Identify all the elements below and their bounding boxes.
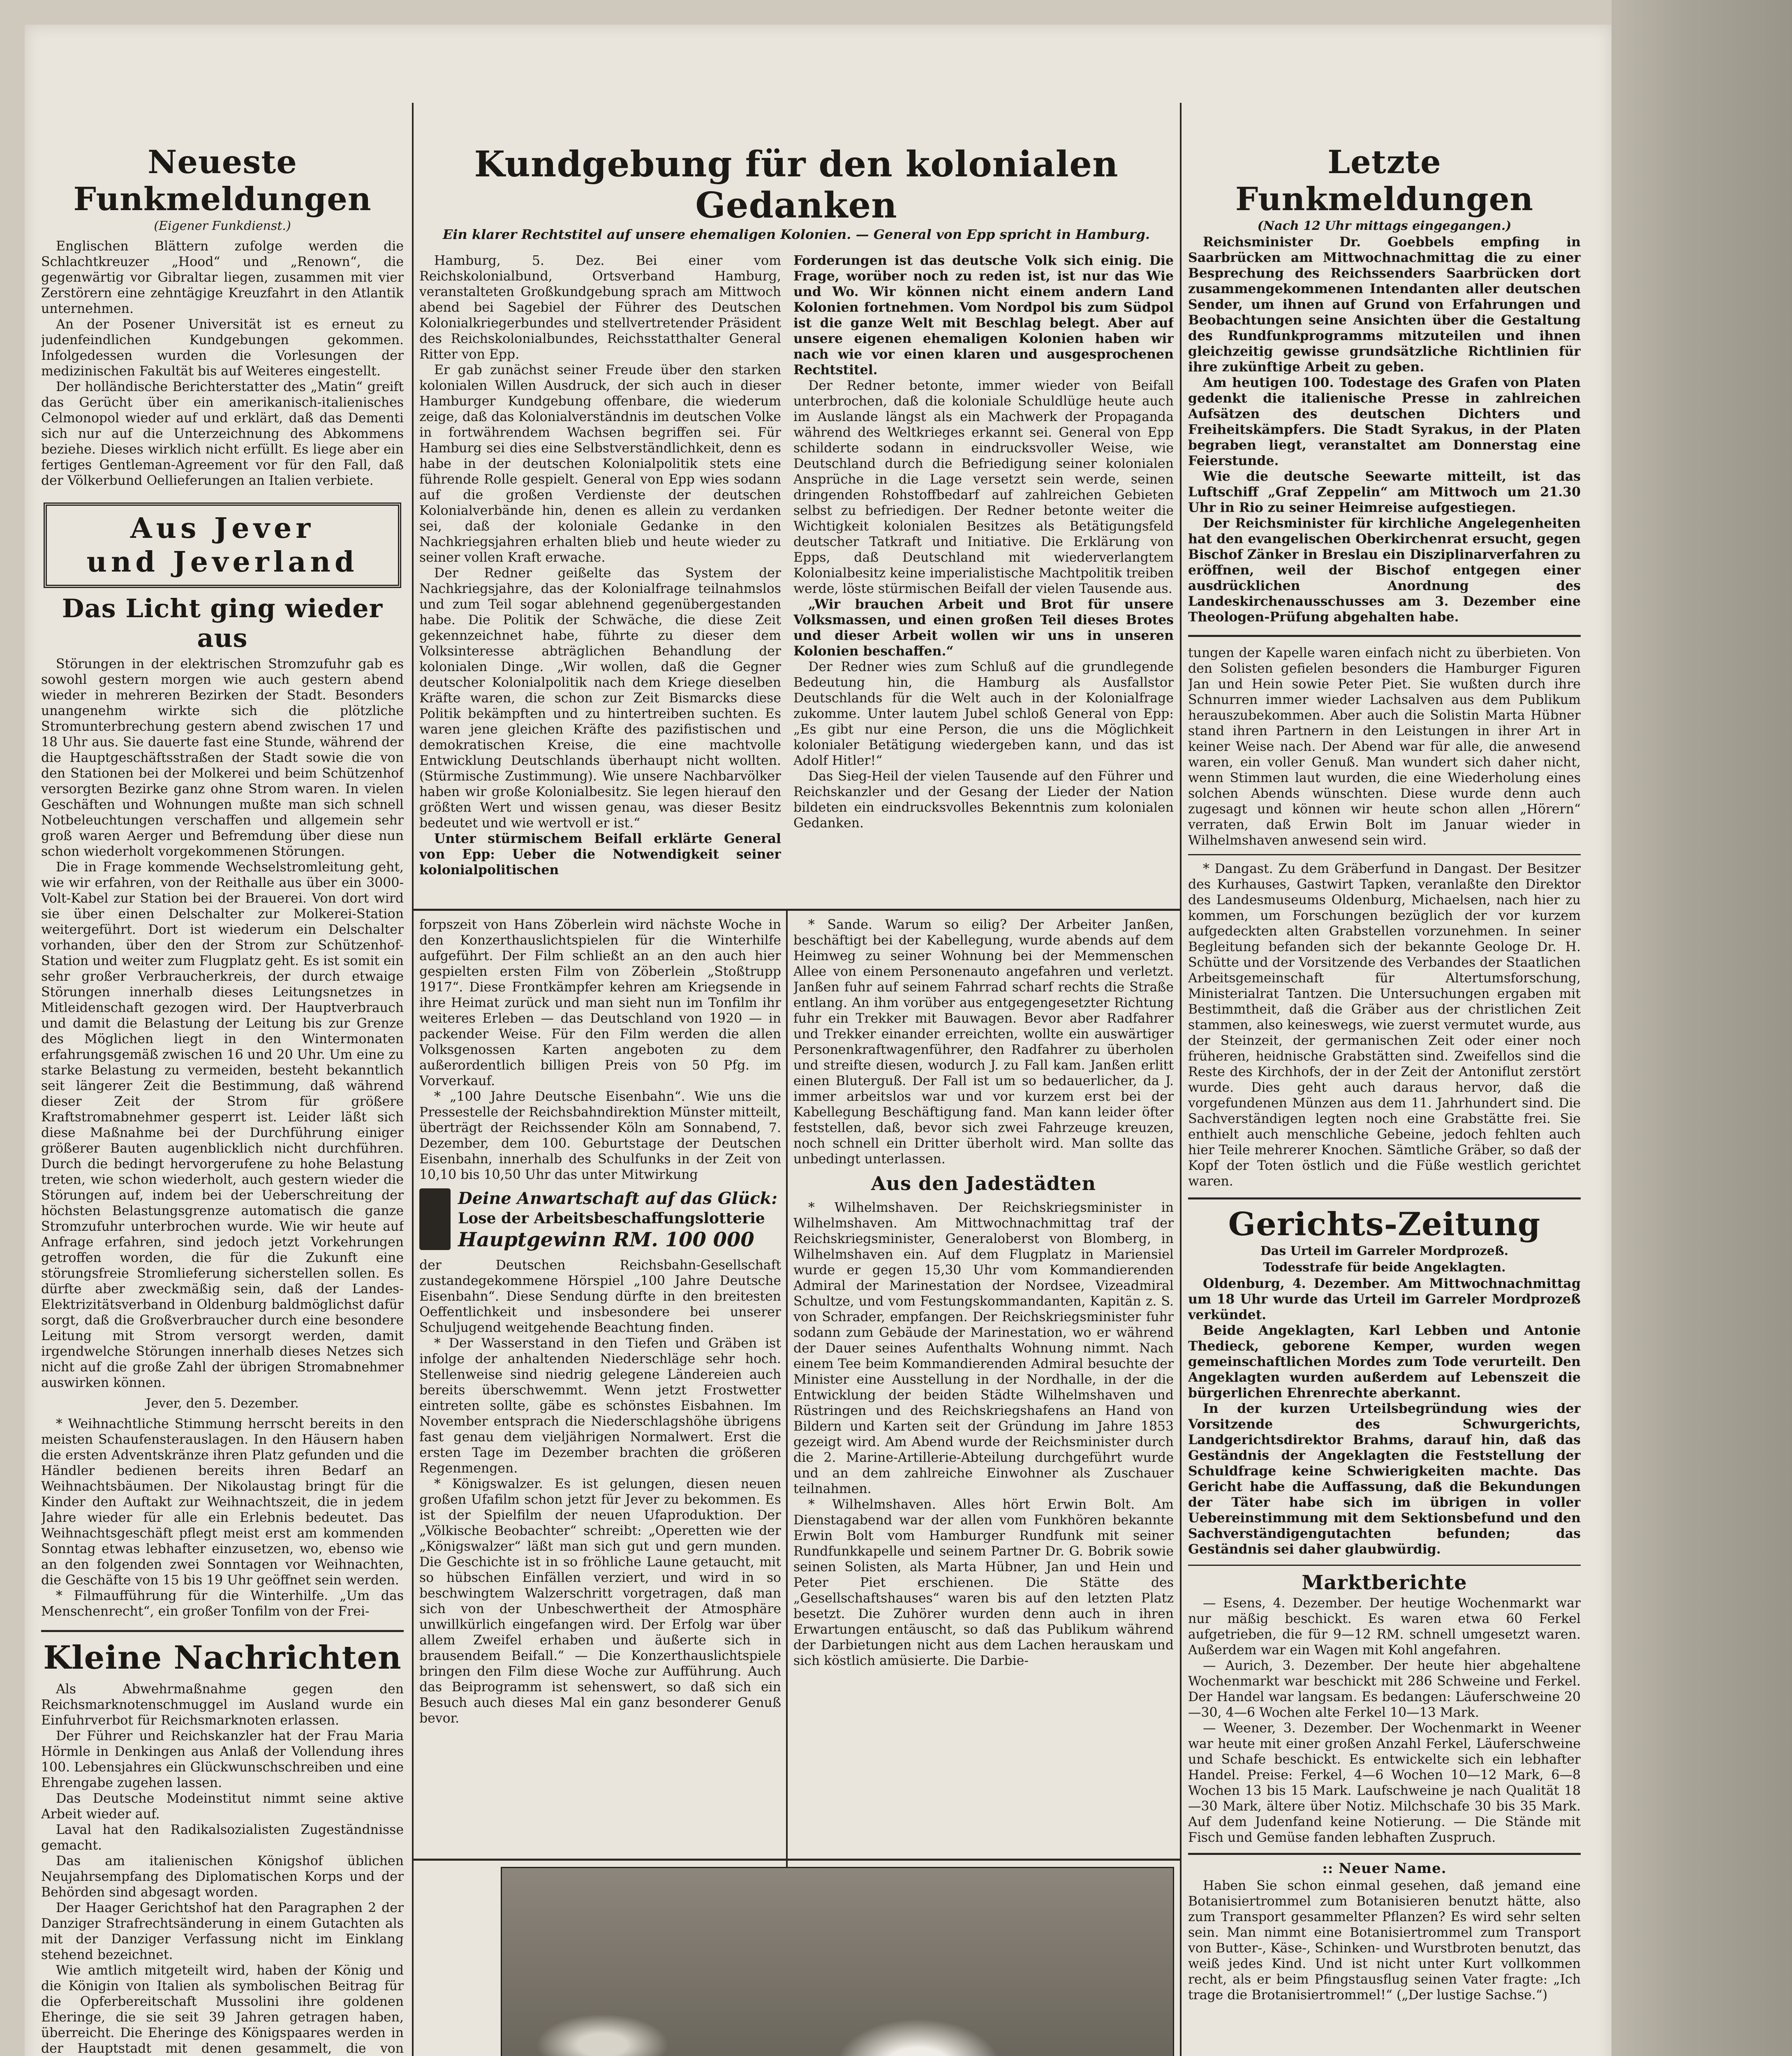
headline-aus-den-jadestaedten: Aus den Jadestädten bbox=[871, 1172, 1096, 1195]
paragraph: * Filmaufführung für die Winterhilfe. „Um das Menschenrecht“, ein großer Tonfilm von der Frei- bbox=[41, 1588, 404, 1619]
section-rule bbox=[1188, 635, 1581, 637]
paragraph: Oldenburg, 4. Dezember. Am Mittwochnachmittag um 18 Uhr wurde das Urteil im Garreler Mordprozeß verkündet. bbox=[1188, 1276, 1581, 1322]
column-rule bbox=[1180, 103, 1182, 2056]
subtitle-rechtstitel-kolonien: Ein klarer Rechtstitel auf unsere ehemaligen Kolonien. — General von Epp spricht in Hamburg. bbox=[442, 227, 1150, 242]
subtitle-eigener-funkdienst: (Eigener Funkdienst.) bbox=[154, 219, 291, 233]
section-rule bbox=[41, 1630, 404, 1632]
paragraph: — Aurich, 3. Dezember. Der heute hier abgehaltene Wochenmarkt war beschickt mit 286 Schweine und Ferkel. Der Handel war langsam. Es bedangen: Läuferschweine 20—30, 4—6 Wochen alte Ferkel 10—13 Mark. bbox=[1188, 1658, 1581, 1720]
section-rule bbox=[1188, 854, 1581, 855]
column-2-lower bbox=[419, 917, 781, 1855]
paragraph: Der Redner betonte, immer wieder von Beifall unterbrochen, daß die koloniale Schuldlüge heute auch im Auslande längst als ein Machwerk der Propaganda während des Weltkrieges erkannt sei. General von Epp schilderte sodann in eindrucksvoller Weise, wie Deutschland durch die Befriedigung seiner kolonialen Ansprüche in die Lage versetzt sein werde, seinen dringenden Rohstoffbedarf auf zahlreichen Gebieten selbst zu befriedigen. Der Redner betonte weiter die Wichtigkeit kolonialen Besitzes als Betätigungsfeld deutscher Tatkraft und Initiative. Die Erklärung von Epps, daß Deutschland mit wiederverlangtem Kolonialbesitz keine imperialistische Machtpolitik treiben werde, löste stürmischen Beifall der vielen Tausende aus. bbox=[793, 378, 1174, 596]
subheadline: Das Urteil im Garreler Mordprozeß. bbox=[1260, 1244, 1509, 1258]
paragraph: Der Redner wies zum Schluß auf die grundlegende Bedeutung hin, die Hamburg als Ausfallstor Deutschlands für die Welt auch in der Kolonialfrage zukomme. Unter lautem Jubel schloß General von Epp: „Es gibt nur eine Person, die uns die Möglichkeit kolonialer Betätigung wiedergeben kann, und das ist Adolf Hitler!“ bbox=[793, 660, 1174, 768]
section-rule bbox=[413, 909, 1180, 911]
headline-gerichts-zeitung: Gerichts-Zeitung bbox=[1228, 1206, 1541, 1243]
film-still-photo bbox=[501, 1867, 1174, 2056]
ad-line: Hauptgewinn RM. 100 000 bbox=[458, 1228, 754, 1251]
paragraph: Der Führer und Reichskanzler hat der Frau Maria Hörmle in Denkingen aus Anlaß der Vollendung ihres 100. Lebensjahres ein Glückwunschschreiben und eine Ehrengabe zugehen lassen. bbox=[41, 1729, 404, 1790]
headline-neueste-funkmeldungen: Neueste Funkmeldungen bbox=[73, 144, 372, 218]
headline-das-licht-ging-wieder-aus: Das Licht ging wieder aus bbox=[62, 593, 383, 653]
eagle-emblem-icon bbox=[419, 1188, 451, 1250]
paragraph: Reichsminister Dr. Goebbels empfing in Saarbrücken am Mittwochnachmittag die zu einer Besprechung des Reichssenders Saarbrücken dort zusammengekommenen Intendanten aller deutschen Sender, um ihnen auf Grund von Erfahrungen und Beobachtungen seine Ansichten über die Gestaltung des Rundfunkprogramms mitzuteilen und ihnen gleichzeitig gewisse grundsätzliche Richtlinien für ihre zukünftige Arbeit zu geben. bbox=[1188, 234, 1581, 375]
paragraph: „Wir brauchen Arbeit und Brot für unsere Volksmassen, und einen großen Teil dieses Brotes und dieser Arbeit wollen wir uns in unseren Kolonien beschaffen.“ bbox=[793, 597, 1174, 659]
paragraph: * Wilhelmshaven. Alles hört Erwin Bolt. Am Dienstagabend war der allen vom Funkhören bekannte Erwin Bolt vom Hamburger Rundfunk mit seiner Rundfunkkapelle und seinem Partner Dr. G. Bobrik sowie seinen Solisten, als Marta Hübner, Jan und Hein und Peter Piet erschienen. Die Stätte des „Gesellschaftshauses“ waren bis auf den letzten Platz besetzt. Die Zuhörer wurden denn auch in ihren Erwartungen entäuscht, so daß das Publikum während der Darbietungen nicht aus dem Lachen herauskam und sich köstlich amüsierte. Die Darbie- bbox=[793, 1497, 1174, 1668]
paragraph: tungen der Kapelle waren einfach nicht zu überbieten. Von den Solisten gefielen besonders die Hamburger Figuren Jan und Hein sowie Peter Piet. Sie wußten durch ihre Schnurren immer wieder Lachsalven aus dem Publikum herauszubekommen. Aber auch die Solistin Marta Hübner stand ihren Partnern in den Leistungen in ihrer Art in keiner Weise nach. Der Abend war für alle, die anwesend waren, ein voller Genuß. Man wundert sich daher nicht, wenn Stimmen laut wurden, die eine Wiederholung eines solchen Abends wünschten. Diese wurde denn auch zugesagt und können wir heute schon allen „Hörern“ verraten, daß Erwin Bolt im Januar wieder in Wilhelmshaven anwesend sein wird. bbox=[1188, 646, 1581, 848]
section-rule bbox=[1188, 1853, 1581, 1855]
paragraph: — Weener, 3. Dezember. Der Wochenmarkt in Weener war heute mit einer großen Anzahl Ferkel, Läuferschweine und Schafe beschickt. Es entwickelte sich ein lebhafter Handel. Preise: Ferkel, 4—6 Wochen 10—12 Mark, 6—8 Wochen 13 bis 15 Mark. Laufschweine je nach Qualität 18—30 Mark, ältere über Notiz. Milchschafe 30 bis 35 Mark. Auf dem Judenfand keine Notierung. — Die Stände mit Fisch und Gemüse fanden lebhaften Zuspruch. bbox=[1188, 1721, 1581, 1845]
paragraph: * Der Wasserstand in den Tiefen und Gräben ist infolge der anhaltenden Niederschläge sehr hoch. Stellenweise sind niedrig gelegene Ländereien auch bereits überschwemmt. Wenn jetzt Frostwetter eintreten sollte, gäbe es schönstes Eisbahnen. Im November entsprach die Niederschlagshöhe übrigens fast genau dem vieljährigen Normalwert. Erst die ersten Tage im Dezember brachten die größeren Regenmengen. bbox=[419, 1336, 781, 1476]
column-3-upper bbox=[793, 253, 1174, 907]
section-rule bbox=[413, 1859, 1180, 1861]
paragraph: Haben Sie schon einmal gesehen, daß jemand eine Botanisiertrommel zum Botanisieren benutzt hätte, also zum Transport gesammelter Pflanzen? Es wird sehr selten sein. Man nimmt eine Botanisiertrommel zum Transport von Butter-, Käse-, Schinken- und Wurstbroten benutzt, das weiß jedes Kind. Und ist nicht unter Kurt vollkommen recht, als er beim Pfingstausflug seinen Vater fragte: „Ich trage die Brotanisiertrommel!“ („Der lustige Sachse.“) bbox=[1188, 1878, 1581, 2003]
subtitle-nach-12-uhr: (Nach 12 Uhr mittags eingegangen.) bbox=[1257, 219, 1512, 233]
paragraph: Unter stürmischem Beifall erklärte General von Epp: Ueber die Notwendigkeit seiner kolonialpolitischen bbox=[419, 831, 781, 878]
paragraph: Das Deutsche Modeinstitut nimmt seine aktive Arbeit wieder auf. bbox=[41, 1791, 404, 1822]
paragraph: Das Sieg-Heil der vielen Tausende auf den Führer und Reichskanzler und der Gesang der Lieder der Nation bildeten ein eindrucksvolles Bekenntnis zum kolonialen Gedanken. bbox=[793, 769, 1174, 831]
column-rule bbox=[412, 103, 414, 2056]
paragraph: Am heutigen 100. Todestage des Grafen von Platen gedenkt die italienische Presse in zahlreichen Aufsätzen des deutschen Dichters und Freiheitskämpfers. Die Stadt Syrakus, in der Platen begraben liegt, veranstaltet am Donnerstag eine Feierstunde. bbox=[1188, 375, 1581, 468]
paragraph: Der holländische Berichterstatter des „Matin“ greift das Gerücht über ein amerikanisch-italienisches Celmonopol wieder auf und erklärt, daß das Dementi sich nur auf die Unterzeichnung des Abkommens beziehe. Dieses wirklich nicht erfüllt. Es liege aber ein fertiges Gentleman-Agreement vor für den Fall, daß der Völkerbund Oellieferungen an Italien verbiete. bbox=[41, 380, 404, 488]
paragraph: Der Haager Gerichtshof hat den Paragraphen 2 der Danziger Strafrechtsänderung in einem Gutachten als mit der Danziger Verfassung nicht im Einklang stehend bezeichnet. bbox=[41, 1901, 404, 1962]
paragraph: * Dangast. Zu dem Gräberfund in Dangast. Der Besitzer des Kurhauses, Gastwirt Tapken, veranlaßte den Direktor des Landesmuseums Oldenburg, Michaelsen, nach hier zu kommen, um Forschungen bezüglich der vor kurzem aufgedeckten alten Grabstellen vorzunehmen. In seiner Begleitung befanden sich der bekannte Geologe Dr. H. Schütte und der Vorsitzende des Verbandes der Staatlichen Arbeitsgemeinschaft für Altertumsforschung, Ministerialrat Tantzen. Die Untersuchungen ergaben mit Bestimmtheit, daß die Gräber aus der christlichen Zeit stammen, also keineswegs, wie zuerst vermutet wurde, aus der Steinzeit, der germanischen Zeit oder einer noch früheren, heidnische Grabstätten sind. Zweifellos sind die Reste des Kirchhofs, der in der Zeit der Antoniflut zerstört wurde. Dies geht auch daraus hervor, daß die vorgefundenen Münzen aus dem 11. Jahrhundert sind. Die Sachverständigen legten noch eine Grabstätte frei. Sie enthielt auch menschliche Gebeine, jedoch fehlten auch hier Teile mehrerer Knochen. Sämtliche Gräber, so daß der Kopf der Toten östlich und die Füße westlich gerichtet waren. bbox=[1188, 861, 1581, 1189]
column-2-upper bbox=[419, 253, 781, 907]
dateline: Jever, den 5. Dezember. bbox=[146, 1396, 299, 1411]
paragraph: — Esens, 4. Dezember. Der heutige Wochenmarkt war nur mäßig beschickt. Es waren etwa 60 Ferkel aufgetrieben, die für 9—12 RM. schnell umgesetzt waren. Außerdem war ein Wagen mit Kohl angefahren. bbox=[1188, 1596, 1581, 1658]
page-edge-shadow bbox=[1612, 0, 1792, 2056]
paragraph: * Königswalzer. Es ist gelungen, diesen neuen großen Ufafilm schon jetzt für Jever zu bekommen. Es ist der Spielfilm der neuen Ufaproduktion. Der „Völkische Beobachter“ schreibt: „Operetten wie der „Königswalzer“ läßt man sich gut und gern munden. Die Geschichte ist in so fröhliche Laune getaucht, mit so hübschen Einfällen verziert, und wird in so beschwingtem Walzerschritt vorgetragen, daß man sich von der Unbeschwertheit der Atmosphäre unwillkürlich eingefangen wird. Der Erfolg war über allem Zweifel erhaben und äußerte sich in brausendem Beifall.“ — Die Konzerthauslichtspiele bringen den Film diese Woche zur Aufführung. Auch das Beiprogramm ist sehenswert, so daß sich ein Besuch auch dieses Mal ein ganz besonderer Genuß bevor. bbox=[419, 1477, 781, 1726]
paragraph: In der kurzen Urteilsbegründung wies der Vorsitzende des Schwurgerichts, Landgerichtsdirektor Brahms, darauf hin, daß das Geständnis der Angeklagten die Feststellung der Schuldfrage keine Schwierigkeiten machte. Das Gericht habe die Auffassung, daß die Bekundungen der Täter habe sich im übrigen in voller Uebereinstimmung mit dem Sektionsbefund und den Sachverständigengutachten befunden; das Geständnis sei daher glaubwürdig. bbox=[1188, 1401, 1581, 1557]
headline-kleine-nachrichten: Kleine Nachrichten bbox=[43, 1639, 402, 1676]
paragraph: Die in Frage kommende Wechselstromleitung geht, wie wir erfahren, von der Reithalle aus über ein 3000-Volt-Kabel zur Station bei der Brauerei. Von dort wird sie über einen Delschalter zur Molkerei-Station weitergeführt. Dort ist wiederum ein Delschalter vorhanden, über den der Strom zur Schützenhof-Station und weiter zum Flugplatz geht. Es ist somit ein sehr großer Verbraucherkreis, der durch etwaige Störungen innerhalb dieses Leitungsnetzes in Mitleidenschaft gezogen wird. Der Hauptverbrauch und damit die Belastung der Leitung bis zur Grenze des Möglichen liegt in den Wintermonaten erfahrungsgemäß zwischen 16 und 20 Uhr. Um eine zu starke Belastung zu vermeiden, besteht bekanntlich seit längerer Zeit die Bestimmung, daß während dieser Zeit der Strom für größere Kraftstromabnehmer gesperrt ist. Leider läßt sich diese Maßnahme bei der Durchführung einiger größerer Bauten augenblicklich nicht durchführen. Durch die bedingt hervorgerufene zu hohe Belastung treten, wie schon wiederholt, auch gestern wieder die Störungen auf, indem bei der Ueberschreitung der höchsten Belastungsgrenze automatisch die ganze Stromzufuhr unterbrochen wurde. Wie wir heute auf Anfrage erfahren, sind jedoch jetzt Vorkehrungen getroffen worden, die für die Zukunft eine störungsfreie Stromlieferung sicherstellen sollen. Es dürfte aber zweckmäßig sein, daß der Landes-Elektrizitätsverband in Oldenburg baldmöglichst dafür sorgt, daß die Großverbraucher durch eine besondere Leitung mit Strom versorgt werden, damit irgendwelche Störungen innerhalb dieses Netzes sich nicht auf die große Zahl der übrigen Stromabnehmer auswirken können. bbox=[41, 860, 404, 1390]
paragraph: Laval hat den Radikalsozialisten Zugeständnisse gemacht. bbox=[41, 1822, 404, 1853]
paragraph: Er gab zunächst seiner Freude über den starken kolonialen Willen Ausdruck, der sich auch in dieser Hamburger Kundgebung offenbare, die wiederum zeige, daß das Kolonialverständnis im deutschen Volke in fortwährendem Wachsen begriffen sei. Für Hamburg sei dies eine Selbstverständlichkeit, denn es habe in der deutschen Kolonialpolitik stets eine führende Rolle gespielt. General von Epp wies sodann auf die großen Verdienste der deutschen Kolonialverbände hin, denen es allein zu verdanken sei, daß der koloniale Gedanke in den Nachkriegsjahren erhalten blieb und heute wieder zu seiner vollen Kraft erwache. bbox=[419, 363, 781, 565]
paragraph: An der Posener Universität ist es erneut zu judenfeindlichen Kundgebungen gekommen. Infolgedessen wurden die Vorlesungen der medizinischen Fakultät bis auf Weiteres eingestellt. bbox=[41, 317, 404, 379]
paragraph: Wie die deutsche Seewarte mitteilt, ist das Luftschiff „Graf Zeppelin“ am Mittwoch um 21.30 Uhr in Rio zu seiner Heimreise aufgestiegen. bbox=[1188, 469, 1581, 515]
section-rule bbox=[1188, 1565, 1581, 1566]
column-3-lower bbox=[793, 917, 1174, 1855]
paragraph: Wie amtlich mitgeteilt wird, haben der König und die Königin von Italien als symbolischen Beitrag für die Opferbereitschaft Mussolini ihre goldenen Eheringe, die sie seit 39 Jahren getragen haben, überreicht. Die Eheringe des Königspaares werden in der Hauptstadt mit denen gesammelt, die von bbox=[41, 1963, 404, 2056]
paragraph: Als Abwehrmaßnahme gegen den Reichsmarknotenschmuggel im Ausland wurde ein Einfuhrverbot für Reichsmarknoten erlassen. bbox=[41, 1682, 404, 1728]
lead-headline-block bbox=[416, 144, 1177, 247]
paragraph: Der Redner geißelte das System der Nachkriegsjahre, das der Kolonialfrage teilnahmslos und zum Teil sogar ablehnend gegenübergestanden habe. Die Politik der Schwäche, die diese Zeit gekennzeichnet habe, führte zu dieser dem Volksinteresse abträglichen Behandlung der kolonialen Dinge. „Wir wollen, daß die Gegner deutscher Kolonialpolitik nach dem Kriege dieselben Kräfte waren, die schon zur Zeit Bismarcks diese Politik bekämpften und zu hintertreiben suchten. Es waren jene gleichen Kräfte des pazifistischen und demokratischen Kreise, die eine machtvolle Entwicklung Deutschlands überhaupt nicht wollten. (Stürmische Zustimmung). Wie unsere Nachbarvölker haben wir große Kolonialbesitz. Sie legen hierauf den größten Wert und wissen genau, was dieser Besitz bedeutet und wie wertvoll er ist.“ bbox=[419, 566, 781, 831]
paragraph: Der Reichsminister für kirchliche Angelegenheiten hat den evangelischen Oberkirchenrat ersucht, gegen Bischof Zänker in Breslau ein Disziplinarverfahren zu eröffnen, weil der Bischof entgegen einer ausdrücklichen Anordnung des Landeskirchenausschusses am 3. Dezember eine Theologen-Prüfung abgehalten habe. bbox=[1188, 516, 1581, 625]
column-4 bbox=[1188, 144, 1581, 2056]
paragraph: Das am italienischen Königshof üblichen Neujahrsempfang des Diplomatischen Korps und der Behörden sind abgesagt worden. bbox=[41, 1854, 404, 1900]
paragraph: * „100 Jahre Deutsche Eisenbahn“. Wie uns die Pressestelle der Reichsbahndirektion Münster mitteilt, überträgt der Reichssender Köln am Sonnabend, 7. Dezember, dem 100. Geburtstage der Deutschen Eisenbahn, innerhalb des Schulfunks in der Zeit von 10,10 bis 10,50 Uhr das unter Mitwirkung bbox=[419, 1089, 781, 1182]
headline-neuer-name: :: Neuer Name. bbox=[1322, 1860, 1447, 1877]
column-1 bbox=[41, 144, 404, 2056]
headline-marktberichte: Marktberichte bbox=[1302, 1571, 1467, 1594]
paragraph: * Weihnachtliche Stimmung herrscht bereits in den meisten Schaufensterauslagen. In den Häusern haben die ersten Adventskränze ihren Platz gefunden und die Händler bedienen bereits ihren Bedarf an Weihnachtsbäumen. Der Nikolaustag bringt für die Kinder den Auftakt zur Weihnachtszeit, die in jedem Jahre wieder für alle ein Erlebnis bedeutet. Das Weihnachtsgeschäft pflegt meist erst am kommenden Sonntag etwas lebhafter einzusetzen, wo, ebenso wie an den folgenden zwei Sonntagen vor Weihnachten, die Geschäfte von 15 bis 19 Uhr geöffnet sein werden. bbox=[41, 1417, 404, 1588]
paragraph: Englischen Blättern zufolge werden die Schlachtkreuzer „Hood“ und „Renown“, die gegenwärtig vor Gibraltar liegen, zusammen mit vier Zerstörern eine zehntägige Kreuzfahrt in den Atlantik unternehmen. bbox=[41, 239, 404, 316]
paragraph: * Wilhelmshaven. Der Reichskriegsminister in Wilhelmshaven. Am Mittwochnachmittag traf der Reichskriegsminister, Generaloberst von Blomberg, in Wilhelmshaven ein. Auf dem Flugplatz in Mariensiel wurde er gegen 15,30 Uhr vom Kommandierenden Admiral der Marinestation der Nordsee, Vizeadmiral Schultze, und vom Festungskommandanten, Kapitän z. S. von Schrader, empfangen. Der Reichskriegsminister fuhr sodann zum Gebäude der Marinestation, wo er während der Dauer seines Aufenthalts Wohnung nimmt. Nach einem Tee beim Kommandierenden Admiral besuchte der Minister eine Ausstellung in der Nordhalle, in der die Entwicklung der beiden Städte Wilhelmshaven und Rüstringen und des Reichskriegshafens an Hand von Bildern und Karten seit der Gründung im Jahre 1853 gezeigt wird. Am Abend wurde der Reichsminister durch die 2. Marine-Artillerie-Abteilung durchgeführt wurde und an dem zahlreiche Einwohner als Zuschauer teilnahmen. bbox=[793, 1200, 1174, 1496]
headline-letzte-funkmeldungen: Letzte Funkmeldungen bbox=[1235, 144, 1534, 218]
paragraph: Forderungen ist das deutsche Volk sich einig. Die Frage, worüber noch zu reden ist, ist nur das Wie und Wo. Wir können nicht einem andern Land Kolonien fortnehmen. Vom Nordpol bis zum Südpol ist die ganze Welt mit Beschlag belegt. Aber auf unsere eigenen ehemaligen Kolonien haben wir nach wie vor einen klaren und ausgesprochenen Rechtstitel. bbox=[793, 253, 1174, 377]
section-box-line: und Jeverland bbox=[86, 546, 358, 579]
section-rule bbox=[1188, 1197, 1581, 1199]
paragraph: Hamburg, 5. Dez. Bei einer vom Reichskolonialbund, Ortsverband Hamburg, veranstalteten Großkundgebung sprach am Mittwoch abend bei Sagebiel der Führer des Deutschen Kolonialkriegerbundes und stellvertretender Präsident des Reichskolonialbundes, Reichsstatthalter General Ritter von Epp. bbox=[419, 253, 781, 362]
section-box-line: Aus Jever bbox=[130, 512, 315, 545]
paragraph: forpszeit von Hans Zöberlein wird nächste Woche in den Konzerthauslichtspielen für die Winterhilfe aufgeführt. Der Film schließt an an den auch hier gespielten ersten Film von Zöberlein „Stoßtrupp 1917“. Diese Frontkämpfer kehren am Kriegsende in ihre Heimat zurück und man sieht nun im Tonfilm ihr weiteres Erleben — das Deutschland von 1920 — in packender Weise. Für den Film werden die allen Volksgenossen Karten angeboten zu dem außerordentlich billigen Preis von 50 Pfg. im Vorverkauf. bbox=[419, 917, 781, 1088]
headline-kundgebung-kolonialen-gedanken: Kundgebung für den kolonialen Gedanken bbox=[474, 144, 1119, 226]
paragraph: * Sande. Warum so eilig? Der Arbeiter Janßen, beschäftigt bei der Kabellegung, wurde abends auf dem Heimweg zu seiner Wohnung bei der Memmenschen Allee von einem Personenauto angefahren und verletzt. Janßen fuhr auf seinem Fahrrad scharf rechts die Straße entlang. An ihm vorüber aus entgegengesetzter Richtung fuhr ein Trekker mit Bauwagen. Bevor aber Radfahrer und Trekker einander erreichten, wollte ein auswärtiger Personenkraftwagenführer, den Radfahrer zu überholen und streifte diesen, wodurch J. zu Fall kam. Janßen erlitt einen Bluterguß. Der Fall ist um so bedauerlicher, da J. immer arbeitslos war und vor kurzem erst bei der Kabellegung Beschäftigung fand. Man kann leider öfter feststellen, daß, bevor sich zwei Fahrzeuge kreuzen, noch schnell ein Dritter überholt wird. Man sollte das unbedingt unterlassen. bbox=[793, 917, 1174, 1167]
subheadline: Todesstrafe für beide Angeklagten. bbox=[1263, 1260, 1506, 1275]
paragraph: Störungen in der elektrischen Stromzufuhr gab es sowohl gestern morgen wie auch gestern abend wieder in mehreren Bezirken der Stadt. Besonders unangenehm wirkte sich die plötzliche Stromunterbrechung gestern abend zwischen 17 und 18 Uhr aus. Sie dauerte fast eine Stunde, während der die Hauptgeschäftsstraßen der Stadt sowie die von den Stationen bei der Molkerei und beim Schützenhof versorgten Bezirke ganz ohne Strom waren. In vielen Geschäften und Wohnungen mußte man sich schnell Notbeleuchtungen verschaffen und allgemein sehr groß waren Aerger und Befremdung über diese nun schon wiederholt vorgekommenen Störungen. bbox=[41, 657, 404, 859]
paragraph: Beide Angeklagten, Karl Lebben und Antonie Thedieck, geborene Kemper, wurden wegen gemeinschaftlichen Mordes zum Tode verurteilt. Den Angeklagten wurden außerdem auf Lebenszeit die bürgerlichen Ehrenrechte aberkannt. bbox=[1188, 1323, 1581, 1401]
paragraph: der Deutschen Reichsbahn-Gesellschaft zustandegekommene Hörspiel „100 Jahre Deutsche Eisenbahn“. Diese Sendung dürfte in den breitesten Oeffentlichkeit und insbesondere bei unserer Schuljugend weitgehende Beachtung finden. bbox=[419, 1258, 781, 1335]
lottery-advertisement bbox=[419, 1188, 781, 1252]
ad-line: Lose der Arbeitsbeschaffungslotterie bbox=[458, 1210, 765, 1227]
section-box-aus-jever bbox=[44, 502, 401, 588]
ad-line: Deine Anwartschaft auf das Glück: bbox=[458, 1189, 778, 1208]
